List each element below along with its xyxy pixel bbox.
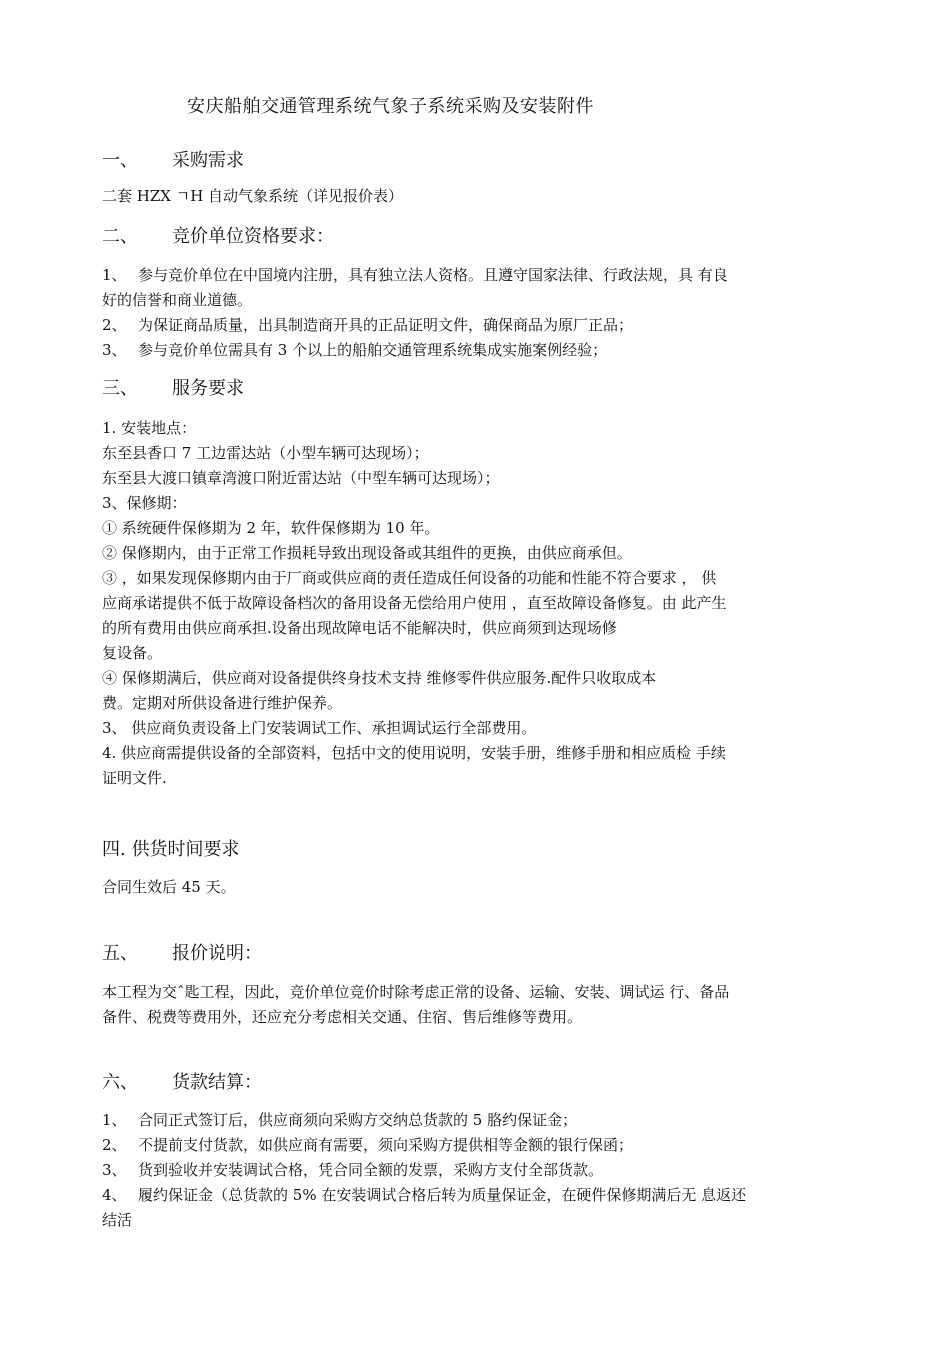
paragraph-line: ① 系统硬件保修期为 2 年，软件保修期为 10 年。 <box>102 519 440 537</box>
section-3-number: 三、 <box>102 378 138 399</box>
paragraph-line: 证明文件. <box>102 769 167 787</box>
list-item <box>102 1158 862 1183</box>
document-title: 安庆船舶交通管理系统气象子系统采购及安装附件 <box>187 96 594 117</box>
list-item-text: 参与竞价单位需具有 3 个以上的船舶交通管理系统集成实施案例经验； <box>138 341 608 359</box>
paragraph-line: 3、 供应商负责设备上门安装调试工作、承担调试运行全部费用。 <box>102 719 537 737</box>
list-item-text: 履约保证金（总货款的 5% 在安装调试合格后转为质量保证金，在硬件保修期满后无 息返还 <box>138 1186 747 1204</box>
section-2-number: 二、 <box>102 226 138 247</box>
paragraph-line: 1. 安装地点： <box>102 419 197 437</box>
list-item <box>102 1108 862 1133</box>
list-item <box>102 1133 862 1158</box>
list-item <box>102 1183 862 1208</box>
list-item <box>102 338 862 363</box>
section-2-heading <box>102 222 334 248</box>
paragraph-line: 东至县大渡口镇章湾渡口附近雷达站（中型车辆可达现场）； <box>102 469 500 487</box>
section-3-title: 服务要求 <box>172 378 244 399</box>
list-item-number: 3、 <box>102 341 127 359</box>
section-1-heading <box>102 146 244 172</box>
list-item-number: 4、 <box>102 1186 127 1204</box>
paragraph-line: ④ 保修期满后，供应商对设备提供终身技术支持 维修零件供应服务.配件只收取成本 <box>102 669 657 687</box>
paragraph-line: 4. 供应商需提供设备的全部资料，包括中文的使用说明，安装手册，维修手册和相应质检 手续 <box>102 744 726 762</box>
paragraph-line: 东至县香口 7 工边雷达站（小型车辆可达现场）； <box>102 444 429 462</box>
list-item-number: 2、 <box>102 316 127 334</box>
paragraph-line: ③ ，如果发现保修期内由于厂商或供应商的责任造成任何设备的功能和性能不符合要求 ， 供 <box>102 569 717 587</box>
list-item-text: 不提前支付货款，如供应商有需要，须向采购方提供相等金额的银行保函； <box>138 1136 634 1154</box>
section-5-number: 五、 <box>102 943 138 964</box>
paragraph-line: 本工程为交ˆ匙工程，因此，竞价单位竞价时除考虑正常的设备、运输、安装、调试运 行、备品 <box>102 983 730 1001</box>
section-6-title: 货款结算： <box>172 1072 262 1093</box>
paragraph-line: 备件、税费等费用外，还应充分考虑相关交通、住宿、售后维修等费用。 <box>102 1008 583 1026</box>
section-1-text <box>102 184 862 209</box>
section-2-title: 竞价单位资格要求： <box>172 226 334 247</box>
section-2-list <box>102 263 862 363</box>
list-item-text: 参与竞价单位在中国境内注册，具有独立法人资格。且遵守国家法律、行政法规，具 有良 <box>138 266 728 284</box>
list-item <box>102 313 862 338</box>
section-1-number: 一、 <box>102 150 138 171</box>
list-item-number: 3、 <box>102 1161 127 1179</box>
section-4-heading: 四. 供货时间要求 <box>102 839 240 860</box>
paragraph-line: ② 保修期内，由于正常工作损耗导致出现设备或其组件的更换，由供应商承但。 <box>102 544 632 562</box>
list-item-number: 2、 <box>102 1136 127 1154</box>
paragraph-line: 合同生效后 45 天。 <box>102 878 236 896</box>
section-6-heading <box>102 1068 262 1094</box>
section-1-title: 采购需求 <box>172 150 244 171</box>
section-4-text <box>102 875 862 900</box>
list-item-continuation: 好的信誉和商业道德。 <box>102 291 253 309</box>
section-5-body <box>102 980 862 1030</box>
paragraph-line: 复设备。 <box>102 644 163 662</box>
section-6-list <box>102 1108 862 1233</box>
list-item-text: 货到验收并安装调试合格，凭合同全额的发票，采购方支付全部货款。 <box>138 1161 604 1179</box>
paragraph-line: 应商承诺提供不低于故障设备档次的备用设备无偿给用户使用 ，直至故障设备修复。由 此产生 <box>102 594 727 612</box>
section-3-heading <box>102 374 244 400</box>
paragraph-line: 的所有费用由供应商承担.设备出现故障电话不能解决时，供应商须到达现场修 <box>102 619 617 637</box>
list-item-number: 1、 <box>102 1111 127 1129</box>
section-6-number: 六、 <box>102 1072 138 1093</box>
section-3-body <box>102 416 862 791</box>
list-item-text: 合同正式签订后，供应商须向采购方交纳总货款的 5 胳约保证金； <box>138 1111 578 1129</box>
paragraph-line: 费。定期对所供设备进行维护保养。 <box>102 694 343 712</box>
list-item-text: 为保证商品质量，出具制造商开具的正品证明文件，确保商品为原厂正品； <box>138 316 634 334</box>
paragraph-line: 3、保修期： <box>102 494 187 512</box>
paragraph-line: 二套 HZX ㄱH 自动气象系统（详见报价表） <box>102 187 404 205</box>
list-item-continuation: 结活 <box>102 1211 133 1229</box>
section-5-title: 报价说明： <box>172 943 262 964</box>
list-item <box>102 263 862 288</box>
section-5-heading <box>102 939 262 965</box>
list-item-number: 1、 <box>102 266 127 284</box>
